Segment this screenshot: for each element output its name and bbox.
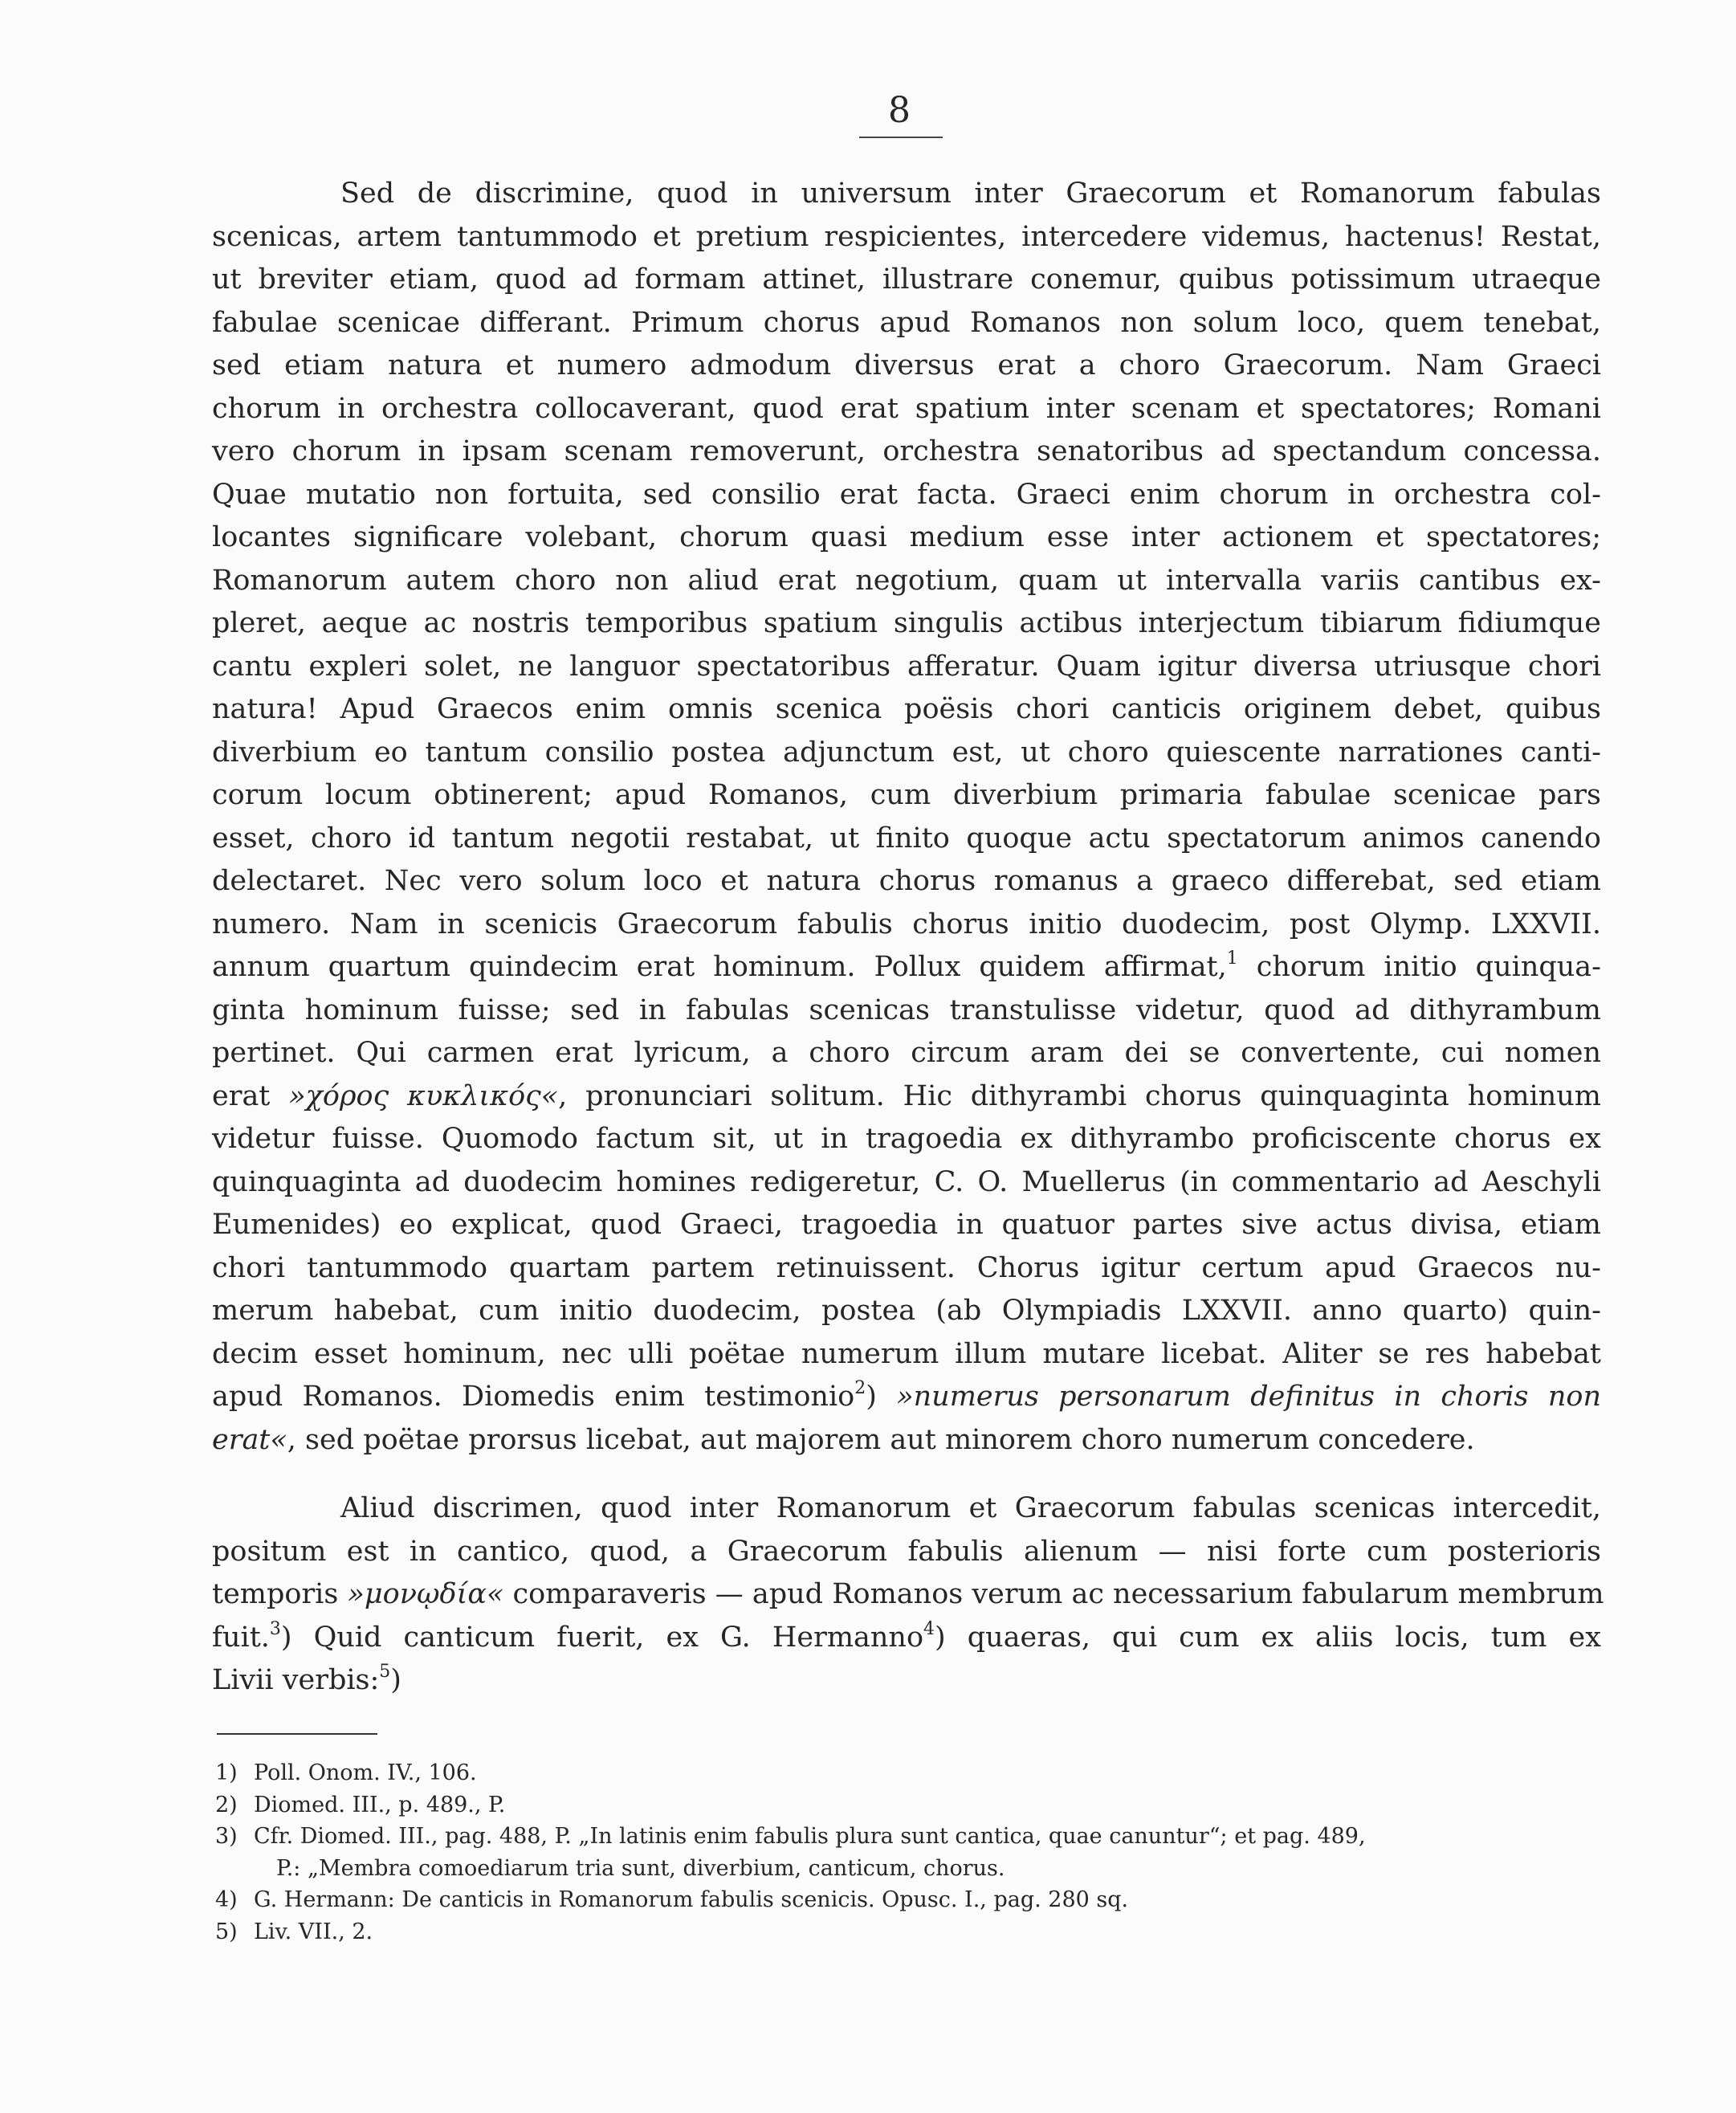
text-run: chorum initio quinqua- <box>1237 951 1602 983</box>
footnote-5 <box>215 1916 1604 1948</box>
text-run: , pronunciari solitum. Hic dithyrambi chorus quinquaginta hominum <box>558 1079 1601 1112</box>
text-run: ) quaeras, qui cum ex aliis locis, tum ex <box>935 1621 1601 1654</box>
italic-quote: »numerus personarum definitus in choris non <box>876 1381 1601 1413</box>
text-line: vero chorum in ipsam scenam removerunt, orchestra senatoribus ad spectandum concessa. <box>212 435 1601 467</box>
page-number-rule <box>859 137 943 138</box>
footnote-number: 4) <box>215 1887 238 1912</box>
footnote-4 <box>215 1884 1604 1916</box>
text-line: chorum in orchestra collocaverant, quod erat spatium inter scenam et spectatores; Romani <box>212 392 1601 425</box>
text-run: ) Quid canticum fuerit, ex G. Hermanno <box>280 1621 924 1654</box>
text-line: delectaret. Nec vero solum loco et natura chorus romanus a graeco differebat, sed etiam <box>212 865 1601 897</box>
text-line: Aliud discrimen, quod inter Romanorum et Graecorum fabulas scenicas intercedit, <box>340 1492 1601 1524</box>
text-line: Quae mutatio non fortuita, sed consilio erat facta. Graeci enim chorum in orchestra col- <box>212 478 1601 511</box>
paragraph-1 <box>212 173 1601 1462</box>
italic-quote-end: erat« <box>212 1423 287 1456</box>
text-line: scenicas, artem tantummodo et pretium respicientes, intercedere videmus, hactenus! Restat, <box>212 220 1601 253</box>
text-line: numero. Nam in scenicis Graecorum fabulis chorus initio duodecim, post Olymp. LXXVII. <box>212 908 1601 940</box>
text-line <box>212 1659 1601 1703</box>
text-line <box>212 1419 1601 1462</box>
text-line <box>212 1617 1601 1660</box>
footnote-number: 1) <box>215 1760 238 1785</box>
footnote-1 <box>215 1757 1604 1789</box>
footnote-text: Cfr. Diomed. III., pag. 488, P. „In latinis enim fabulis plura sunt cantica, quae canuntur“; et pag. 489, <box>254 1824 1366 1849</box>
text-line: pertinet. Qui carmen erat lyricum, a choro circum aram dei se convertente, cui nomen <box>212 1037 1601 1069</box>
footnote-ref[interactable]: 1 <box>1226 948 1238 969</box>
footnote-ref[interactable]: 2 <box>854 1378 866 1399</box>
footnote-text: Poll. Onom. IV., 106. <box>254 1760 477 1785</box>
footnote-ref[interactable]: 4 <box>923 1618 935 1639</box>
text-line: cantu expleri solet, ne languor spectatoribus afferatur. Quam igitur diversa utriusque chori <box>212 650 1601 683</box>
text-run: fuit. <box>212 1621 270 1654</box>
text-line: esset, choro id tantum negotii restabat, ut finito quoque actu spectatorum animos canendo <box>212 822 1601 855</box>
footnote-number: 2) <box>215 1792 238 1817</box>
text-line: apud Romanos. Diomedis enim testimonio$^2$) »numerus personarum definitus in choris non <box>212 1378 1601 1413</box>
text-run: Livii verbis: <box>212 1664 380 1696</box>
text-line: positum est in cantico, quod, a Graecorum fabulis alienum — nisi forte cum posterioris <box>212 1535 1601 1568</box>
text-line <box>212 946 1601 989</box>
footnote-text: G. Hermann: De canticis in Romanorum fabulis scenicis. Opusc. I., pag. 280 sq. <box>254 1887 1129 1912</box>
text-line: chori tantummodo quartam partem retinuissent. Chorus igitur certum apud Graecos nu- <box>212 1251 1601 1284</box>
text-line: decim esset hominum, nec ulli poëtae numerum illum mutare licebat. Aliter se res habebat <box>212 1337 1601 1370</box>
text-run: , sed poëtae prorsus licebat, aut majorem aut minorem choro numerum concedere. <box>287 1423 1475 1456</box>
text-line: Romanorum autem choro non aliud erat negotium, quam ut intervalla variis cantibus ex- <box>212 564 1601 597</box>
text-line: ginta hominum fuisse; sed in fabulas scenicas transtulisse videtur, quod ad dithyrambum <box>212 993 1601 1026</box>
text-run: annum quartum quindecim erat hominum. Pollux quidem affirmat, <box>212 951 1227 983</box>
text-line <box>212 1573 1604 1617</box>
footnotes <box>215 1757 1604 1948</box>
text-line: natura! Apud Graecos enim omnis scenica poësis chori canticis originem debet, quibus <box>212 693 1601 725</box>
footnote-3 <box>215 1821 1604 1853</box>
text-line: locantes significare volebant, chorum quasi medium esse inter actionem et spectatores; <box>212 521 1601 553</box>
text-run: erat <box>212 1079 271 1112</box>
text-run: comparaveris — apud Romanos verum ac necessarium fabularum membrum <box>512 1578 1604 1610</box>
text-line: quinquaginta ad duodecim homines redigeretur, C. O. Muellerus (in commentario ad Aeschyli <box>212 1165 1601 1198</box>
footnote-2 <box>215 1789 1604 1821</box>
text-line: corum locum obtinerent; apud Romanos, cum diverbium primaria fabulae scenicae pars <box>212 779 1601 811</box>
footnote-number: 5) <box>215 1919 238 1944</box>
text-line: pleret, aeque ac nostris temporibus spatium singulis actibus interjectum tibiarum fidiumque <box>212 607 1601 639</box>
text-line: Eumenides) eo explicat, quod Graeci, tragoedia in quatuor partes sive actus divisa, etiam <box>212 1209 1601 1241</box>
footnote-ref[interactable]: 3 <box>269 1618 281 1639</box>
text-line: merum habebat, cum initio duodecim, postea (ab Olympiadis LXXVII. anno quarto) quin- <box>212 1295 1601 1327</box>
greek-phrase: »χόρος κυκλικός« <box>288 1079 559 1112</box>
footnote-number: 3) <box>215 1824 238 1849</box>
text-line: sed etiam natura et numero admodum diversus erat a choro Graecorum. Nam Graeci <box>212 349 1601 381</box>
paragraph-2 <box>212 1487 1604 1703</box>
text-run: ) <box>390 1664 401 1696</box>
greek-phrase: »μονῳδία« <box>338 1578 513 1610</box>
footnote-text: Liv. VII., 2. <box>254 1919 373 1944</box>
footnote-text: Diomed. III., p. 489., P. <box>254 1792 506 1817</box>
footnote-separator <box>217 1733 377 1735</box>
footnote-3-continued <box>215 1853 1604 1885</box>
footnote-ref[interactable]: 5 <box>379 1662 391 1683</box>
page-number: 8 <box>888 90 911 131</box>
text-line: diverbium eo tantum consilio postea adjunctum est, ut choro quiescente narrationes canti- <box>212 736 1601 769</box>
footnote-text: P.: „Membra comoediarum tria sunt, diverbium, canticum, chorus. <box>276 1855 1005 1881</box>
text-line: fabulae scenicae differant. Primum chorus apud Romanos non solum loco, quem tenebat, <box>212 306 1601 339</box>
text-run: apud Romanos. Diomedis enim testimonio <box>212 1381 855 1413</box>
text-run: temporis <box>212 1578 339 1610</box>
text-line: Sed de discrimine, quod in universum inter Graecorum et Romanorum fabulas <box>340 177 1601 210</box>
text-line <box>212 1075 1601 1119</box>
text-line: ut breviter etiam, quod ad formam attinet, illustrare conemur, quibus potissimum utraeque <box>212 263 1601 296</box>
text-line: videtur fuisse. Quomodo factum sit, ut in tragoedia ex dithyrambo proficiscente chorus ex <box>212 1123 1601 1155</box>
